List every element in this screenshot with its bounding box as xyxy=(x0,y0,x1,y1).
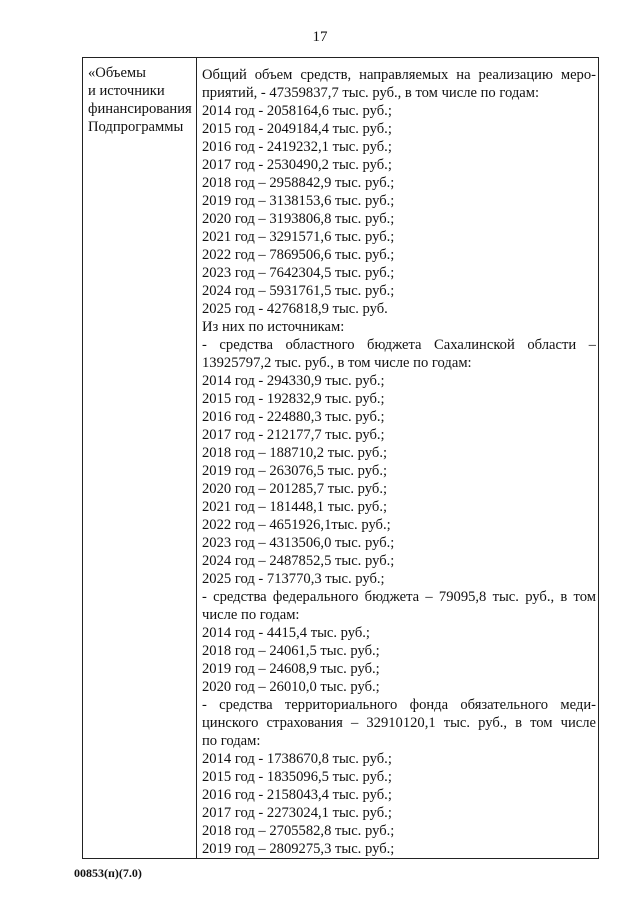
funding-line: приятий, - 47359837,7 тыс. руб., в том числе по годам: xyxy=(202,85,540,101)
left-cell-line: «Объемы xyxy=(88,65,146,81)
funding-line: 13925797,2 тыс. руб., в том числе по годам: xyxy=(202,355,472,371)
funding-line: 2022 год – 4651926,1тыс. руб.; xyxy=(202,517,391,533)
funding-line: 2014 год - 1738670,8 тыс. руб.; xyxy=(202,751,392,767)
funding-line: 2025 год - 713770,3 тыс. руб.; xyxy=(202,571,385,587)
left-cell-line: и источники xyxy=(88,83,165,99)
funding-line: 2016 год - 2158043,4 тыс. руб.; xyxy=(202,787,392,803)
funding-line: 2014 год - 2058164,6 тыс. руб.; xyxy=(202,103,392,119)
funding-line: 2024 год – 5931761,5 тыс. руб.; xyxy=(202,283,395,299)
document-code: 00853(п)(7.0) xyxy=(74,866,142,880)
funding-line: 2014 год - 4415,4 тыс. руб.; xyxy=(202,625,370,641)
funding-line: 2017 год - 2273024,1 тыс. руб.; xyxy=(202,805,392,821)
funding-line: 2022 год – 7869506,6 тыс. руб.; xyxy=(202,247,395,263)
funding-line: 2015 год - 2049184,4 тыс. руб.; xyxy=(202,121,392,137)
funding-line: 2014 год - 294330,9 тыс. руб.; xyxy=(202,373,385,389)
funding-line: - средства федерального бюджета – 79095,8 тыс. руб., в том xyxy=(202,589,596,605)
funding-line: 2019 год – 3138153,6 тыс. руб.; xyxy=(202,193,395,209)
funding-line: Из них по источникам: xyxy=(202,319,345,335)
column-divider xyxy=(196,57,197,859)
funding-line: 2018 год – 2705582,8 тыс. руб.; xyxy=(202,823,395,839)
funding-line: 2020 год – 26010,0 тыс. руб.; xyxy=(202,679,380,695)
funding-line: 2023 год – 7642304,5 тыс. руб.; xyxy=(202,265,395,281)
left-cell-line: финансирования xyxy=(88,101,192,117)
funding-line: числе по годам: xyxy=(202,607,300,623)
left-cell-label xyxy=(88,64,196,136)
funding-line: 2023 год – 4313506,0 тыс. руб.; xyxy=(202,535,395,551)
funding-line: 2019 год – 24608,9 тыс. руб.; xyxy=(202,661,380,677)
funding-line: 2018 год – 24061,5 тыс. руб.; xyxy=(202,643,380,659)
funding-line: 2020 год – 201285,7 тыс. руб.; xyxy=(202,481,388,497)
funding-line: 2018 год – 188710,2 тыс. руб.; xyxy=(202,445,388,461)
funding-line: 2015 год - 1835096,5 тыс. руб.; xyxy=(202,769,392,785)
funding-line: 2025 год - 4276818,9 тыс. руб. xyxy=(202,301,388,317)
funding-line: 2024 год – 2487852,5 тыс. руб.; xyxy=(202,553,395,569)
left-cell-line: Подпрограммы xyxy=(88,119,184,135)
funding-line: Общий объем средств, направляемых на реализацию меро- xyxy=(202,67,596,83)
right-cell-content xyxy=(202,66,596,858)
funding-line: - средства территориального фонда обязательного меди- xyxy=(202,697,596,713)
funding-line: 2017 год - 2530490,2 тыс. руб.; xyxy=(202,157,392,173)
funding-line: цинского страхования – 32910120,1 тыс. руб., в том числе xyxy=(202,715,596,731)
funding-line: 2017 год - 212177,7 тыс. руб.; xyxy=(202,427,385,443)
funding-line: 2016 год - 224880,3 тыс. руб.; xyxy=(202,409,385,425)
funding-line: 2015 год - 192832,9 тыс. руб.; xyxy=(202,391,385,407)
funding-line: - средства областного бюджета Сахалинской области – xyxy=(202,337,596,353)
funding-line: по годам: xyxy=(202,733,261,749)
funding-line: 2018 год – 2958842,9 тыс. руб.; xyxy=(202,175,395,191)
funding-line: 2019 год – 2809275,3 тыс. руб.; xyxy=(202,841,395,857)
funding-line: 2016 год - 2419232,1 тыс. руб.; xyxy=(202,139,392,155)
page-number: 17 xyxy=(312,29,328,45)
funding-line: 2019 год – 263076,5 тыс. руб.; xyxy=(202,463,388,479)
funding-line: 2021 год – 3291571,6 тыс. руб.; xyxy=(202,229,395,245)
funding-line: 2020 год – 3193806,8 тыс. руб.; xyxy=(202,211,395,227)
funding-line: 2021 год – 181448,1 тыс. руб.; xyxy=(202,499,388,515)
